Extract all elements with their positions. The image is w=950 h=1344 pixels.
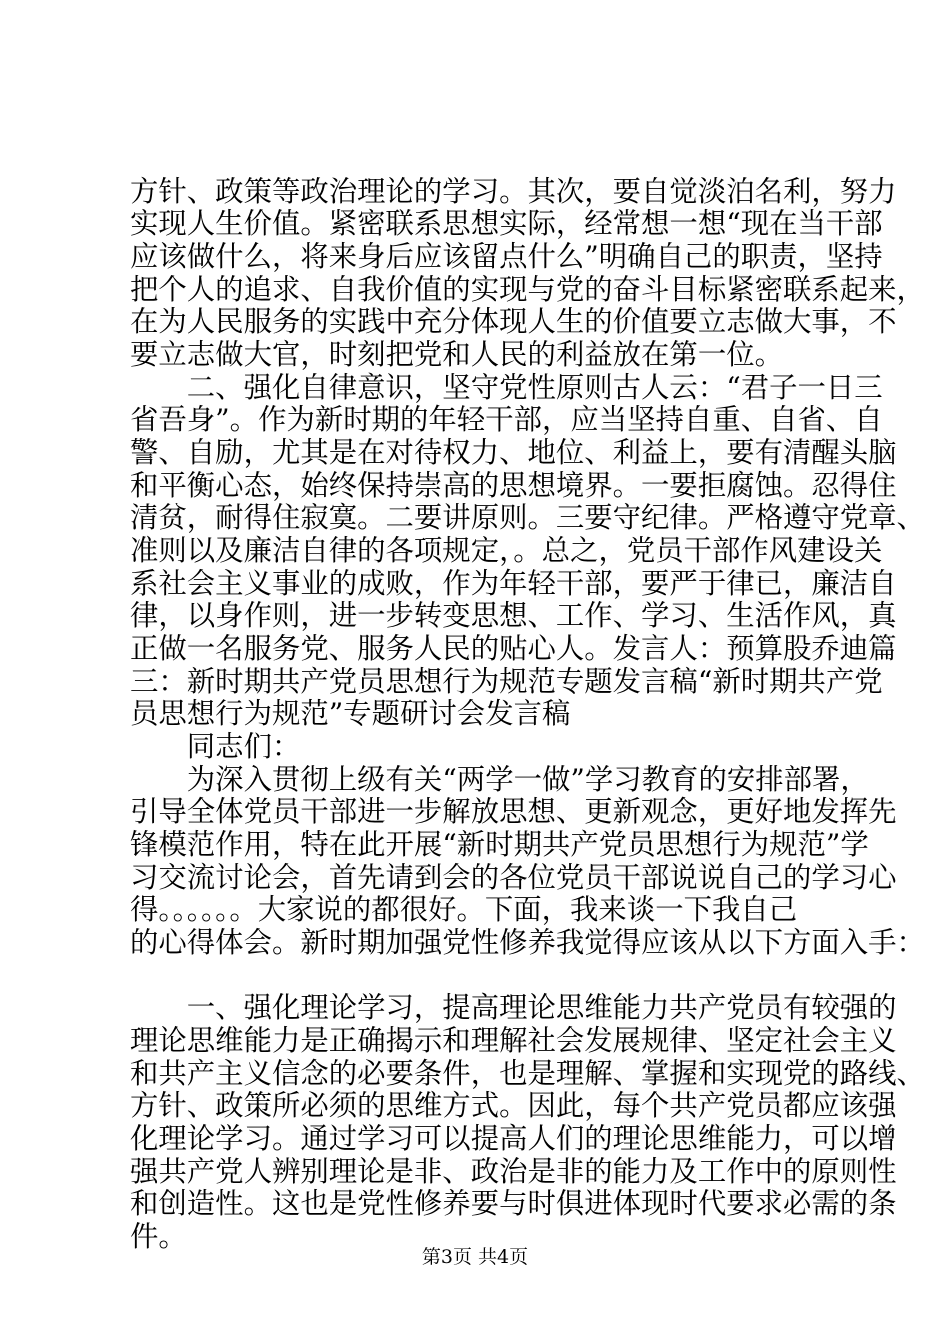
body-text-line: 件。: [130, 1220, 187, 1253]
body-text-line: 和平衡心态，始终保持崇高的思想境界。一要拒腐蚀。忍得住: [130, 469, 897, 502]
body-text-line: 准则以及廉洁自律的各项规定，。总之，党员干部作风建设关: [130, 534, 883, 567]
body-text-line: 方针、政策等政治理论的学习。其次，要自觉淡泊名利，努力: [130, 175, 897, 208]
body-text-line: 员思想行为规范”专题研讨会发言稿: [130, 697, 571, 730]
body-text-line: 为深入贯彻上级有关“两学一做”学习教育的安排部署，: [130, 763, 869, 796]
body-text-line: 在为人民服务的实践中充分体现人生的价值要立志做大事，不: [130, 305, 897, 338]
body-text-line: 应该做什么，将来身后应该留点什么”明确自己的职责，坚持: [130, 240, 883, 273]
body-text-line: 化理论学习。通过学习可以提高人们的理论思维能力，可以增: [130, 1122, 897, 1155]
body-text-line: 习交流讨论会，首先请到会的各位党员干部说说自己的学习心: [130, 861, 897, 894]
body-text-line: 一、强化理论学习，提高理论思维能力共产党员有较强的: [130, 991, 897, 1024]
body-text-line: 三：新时期共产党员思想行为规范专题发言稿“新时期共产党: [130, 665, 883, 698]
body-text-line: [130, 960, 830, 992]
body-text-line: 和创造性。这也是党性修养要与时俱进体现时代要求必需的条: [130, 1187, 897, 1220]
body-text-line: 理论思维能力是正确揭示和理解社会发展规律、坚定社会主义: [130, 1024, 897, 1057]
body-text-line: 系社会主义事业的成败，作为年轻干部，要严于律已，廉洁自: [130, 567, 897, 600]
body-text-line: 锋模范作用，特在此开展“新时期共产党员思想行为规范”学: [130, 828, 869, 861]
body-text-line: 实现人生价值。紧密联系思想实际，经常想一想“现在当干部: [130, 207, 883, 240]
body-text-line: 正做一名服务党、服务人民的贴心人。发言人：预算股乔迪篇: [130, 632, 897, 665]
body-text-line: 警、自励，尤其是在对待权力、地位、利益上，要有清醒头脑: [130, 436, 897, 469]
body-text-line: 要立志做大官，时刻把党和人民的利益放在第一位。: [130, 338, 783, 371]
body-text-line: 律，以身作则，进一步转变思想、工作、学习、生活作风，真: [130, 599, 897, 632]
body-text-line: 清贫，耐得住寂寞。二要讲原则。三要守纪律。严格遵守党章、: [130, 501, 925, 534]
body-text-line: 把个人的追求、自我价值的实现与党的奋斗目标紧密联系起来，: [130, 273, 925, 306]
page-number-footer: 第3页 共4页: [421, 1246, 529, 1268]
body-text-line: 引导全体党员干部进一步解放思想、更新观念，更好地发挥先: [130, 795, 897, 828]
body-text-line: 方针、政策所必须的思维方式。因此，每个共产党员都应该强: [130, 1089, 897, 1122]
body-text-line: 得。。。。。。大家说的都很好。下面，我来谈一下我自己: [130, 893, 798, 926]
body-text-line: 强共产党人辨别理论是非、政治是非的能力及工作中的原则性: [130, 1155, 897, 1188]
body-text-line: 同志们：: [130, 730, 301, 763]
body-text-line: 二、强化自律意识，坚守党性原则古人云：“君子一日三: [130, 371, 883, 404]
body-text-line: 的心得体会。新时期加强党性修养我觉得应该从以下方面入手：: [130, 926, 925, 959]
body-text-line: 和共产主义信念的必要条件，也是理解、掌握和实现党的路线、: [130, 1057, 925, 1090]
body-text-line: 省吾身”。作为新时期的年轻干部，应当坚持自重、自省、自: [130, 403, 883, 436]
